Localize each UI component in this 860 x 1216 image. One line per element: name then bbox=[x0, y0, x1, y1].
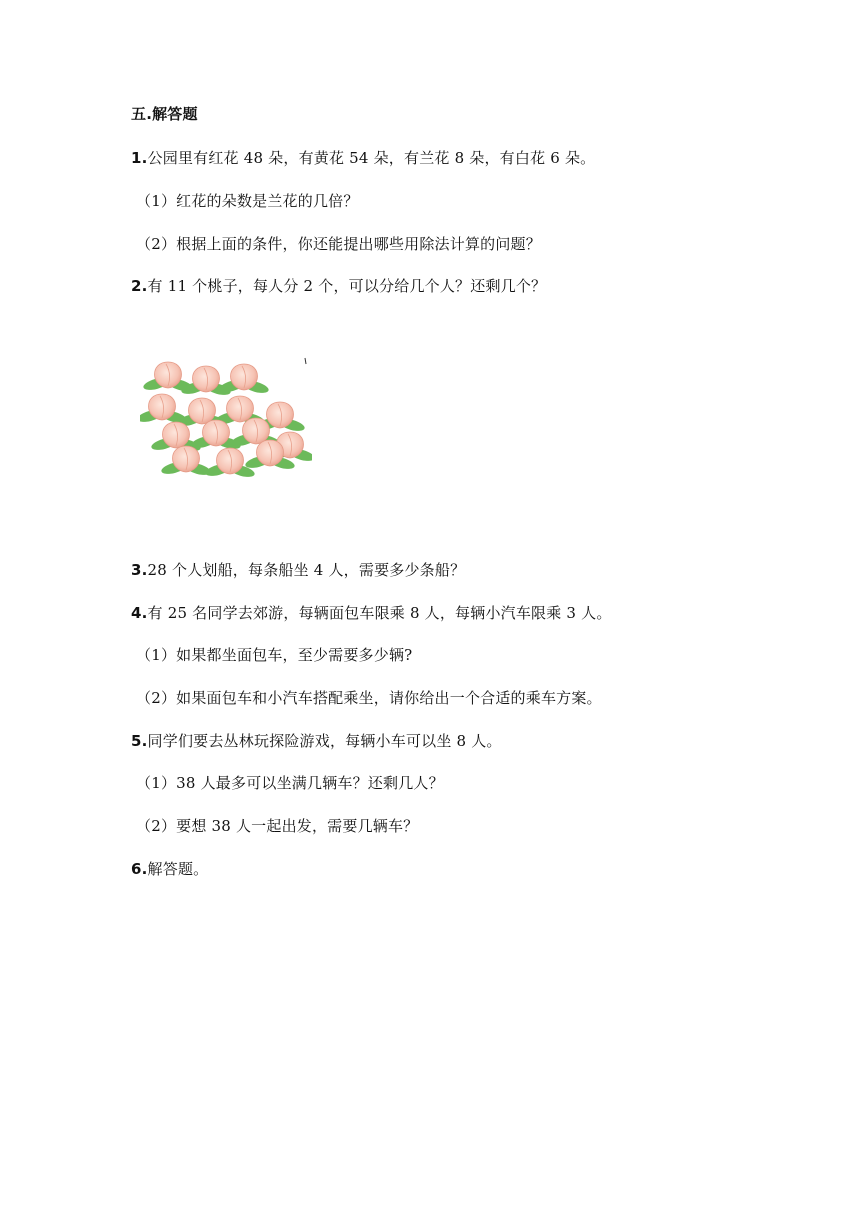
question-number: 3. bbox=[131, 561, 148, 579]
question-text: 有 11 个桃子，每人分 2 个，可以分给几个人？还剩几个？ bbox=[147, 277, 547, 295]
question-2 bbox=[131, 276, 546, 296]
peach-icon bbox=[218, 364, 270, 395]
question-number: 6. bbox=[131, 860, 148, 878]
peach-icon bbox=[180, 366, 232, 397]
question-text: 公园里有红花 48 朵，有黄花 54 朵，有兰花 8 朵，有白花 6 朵。 bbox=[147, 149, 596, 167]
question-5-part-2: （2）要想 38 人一起出发，需要几辆车？ bbox=[136, 817, 419, 835]
question-text: 28 个人划船，每条船坐 4 人，需要多少条船？ bbox=[147, 561, 466, 579]
question-4-part-1: （1）如果都坐面包车，至少需要多少辆? bbox=[136, 646, 413, 664]
question-1-part-2: （2）根据上面的条件，你还能提出哪些用除法计算的问题？ bbox=[136, 235, 541, 253]
peach-icon bbox=[190, 420, 242, 451]
section-title: 五.解答题 bbox=[131, 105, 198, 123]
question-text: 同学们要去丛林玩探险游戏，每辆小车可以坐 8 人。 bbox=[147, 732, 502, 750]
question-6 bbox=[131, 859, 208, 879]
question-5-part-1: （1）38 人最多可以坐满几辆车？还剩几人？ bbox=[136, 774, 444, 792]
question-1-part-1: （1）红花的朵数是兰花的几倍？ bbox=[136, 192, 359, 210]
question-text: 解答题。 bbox=[147, 860, 209, 878]
question-3 bbox=[131, 560, 465, 580]
question-4 bbox=[131, 603, 612, 623]
peach-icon bbox=[160, 446, 212, 477]
question-text: 有 25 名同学去郊游，每辆面包车限乘 8 人，每辆小汽车限乘 3 人。 bbox=[147, 604, 612, 622]
question-number: 5. bbox=[131, 732, 148, 750]
peaches-illustration-icon bbox=[140, 350, 312, 482]
question-number: 2. bbox=[131, 277, 148, 295]
question-5 bbox=[131, 731, 502, 751]
question-4-part-2: （2）如果面包车和小汽车搭配乘坐，请你给出一个合适的乘车方案。 bbox=[136, 689, 602, 707]
question-number: 4. bbox=[131, 604, 148, 622]
question-number: 1. bbox=[131, 149, 148, 167]
question-1 bbox=[131, 148, 595, 168]
